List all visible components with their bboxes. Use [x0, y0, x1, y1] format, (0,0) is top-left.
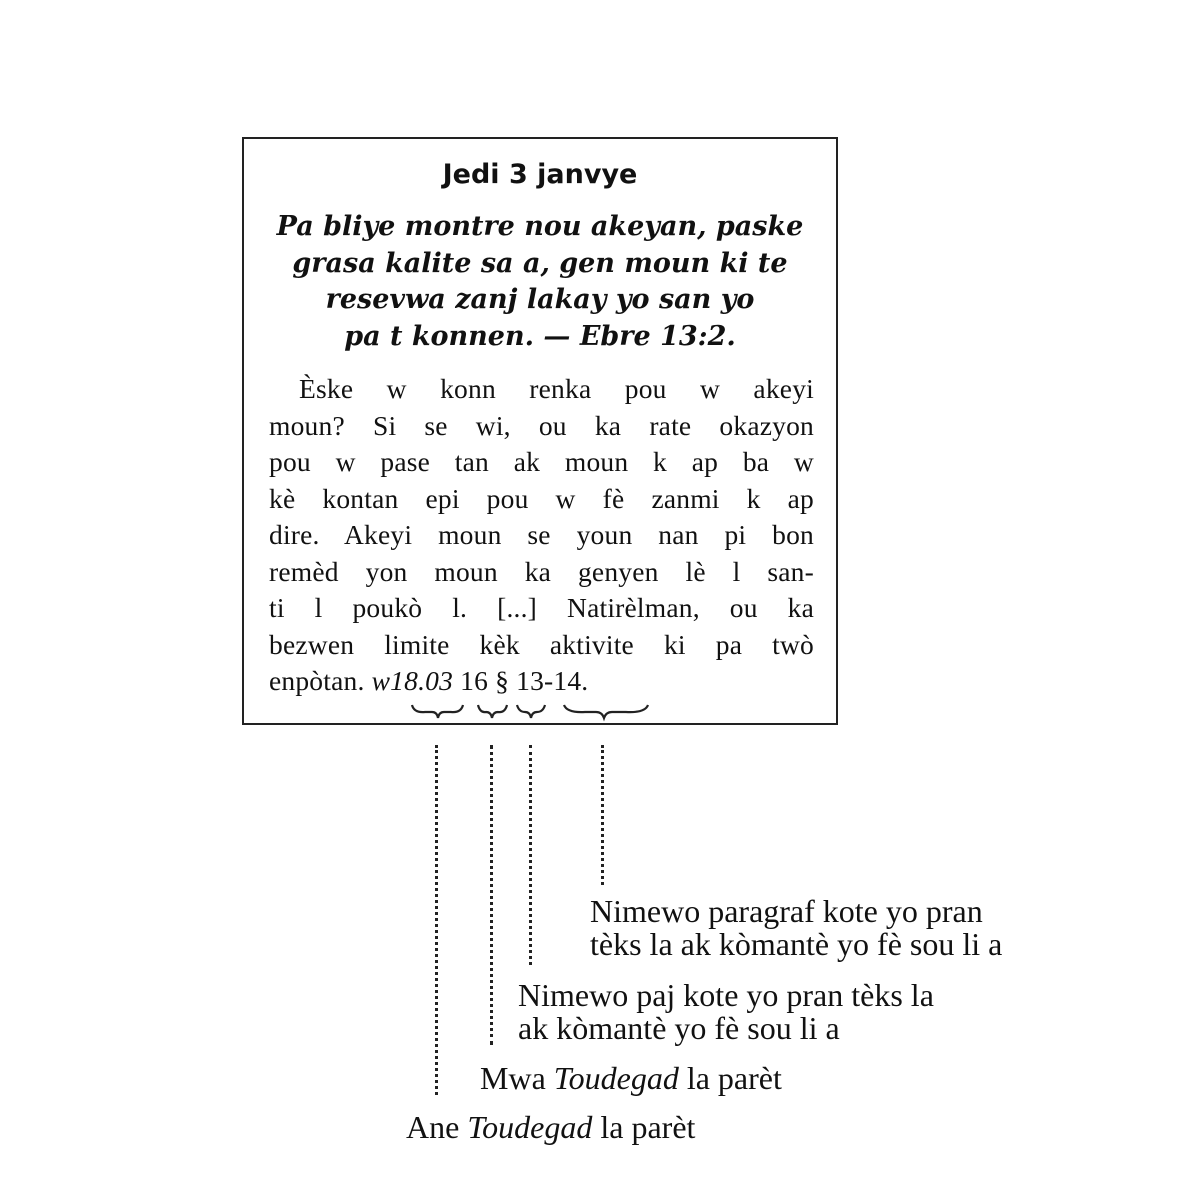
label-italic: Toudegad — [553, 1060, 679, 1096]
body-line: bezwen limite kèk aktivite ki pa twò — [269, 628, 814, 660]
verse-line: resevwa zanj lakay yo san yo — [325, 284, 755, 315]
brace-year — [412, 705, 463, 718]
leader-page — [529, 745, 532, 965]
body-line: remèd yon moun ka genyen lè l san- — [269, 555, 814, 587]
brace-paragraphs — [564, 705, 648, 718]
body-line: Èske w konn renka pou w akeyi — [299, 373, 814, 404]
label-line: Nimewo paragraf kote yo pran — [590, 893, 983, 929]
leader-year — [435, 745, 438, 1095]
label-italic: Toudegad — [467, 1109, 593, 1145]
brace-page — [517, 705, 545, 718]
label-line: Nimewo paj kote yo pran tèks la — [518, 977, 934, 1013]
date-title: Jedi 3 janvye — [442, 159, 638, 190]
citation-month: .03 — [418, 665, 454, 696]
body-line: ti l poukò l. [...] Natirèlman, ou ka — [269, 592, 814, 623]
leader-month — [490, 745, 493, 1045]
label-text: la parèt — [592, 1109, 696, 1145]
citation-end: . — [581, 665, 589, 696]
citation-paragraphs: § 13-14 — [495, 665, 582, 696]
citation-page: 16 — [460, 665, 489, 696]
body-line: kè kontan epi pou w fè zanmi k ap — [269, 482, 814, 514]
label-line: ak kòmantè yo fè sou li a — [518, 1010, 840, 1046]
citation-year: w18 — [371, 665, 419, 696]
brace-month — [478, 705, 507, 718]
body-text-end: enpòtan. — [269, 665, 365, 696]
label-text: la parèt — [678, 1060, 782, 1096]
label-text: Ane — [406, 1109, 468, 1145]
label-page-number — [518, 979, 934, 1045]
label-line: tèks la ak kòmantè yo fè sou li a — [590, 926, 1003, 962]
label-text: Mwa — [480, 1060, 554, 1096]
leader-paragraphs — [601, 745, 604, 885]
verse-line: grasa kalite sa a, gen moun ki te — [292, 247, 788, 279]
body-line: moun? Si se wi, ou ka rate okazyon — [269, 409, 814, 441]
label-month — [480, 1062, 782, 1095]
verse-line: pa t konnen. — Ebre 13:2. — [344, 320, 736, 352]
body-line: pou w pase tan ak moun k ap ba w — [269, 446, 814, 477]
verse-line: Pa bliye montre nou akeyan, paske — [276, 211, 804, 242]
label-year — [406, 1111, 695, 1144]
label-paragraph-number — [590, 895, 1002, 961]
body-line: dire. Akeyi moun se youn nan pi bon — [269, 519, 814, 550]
